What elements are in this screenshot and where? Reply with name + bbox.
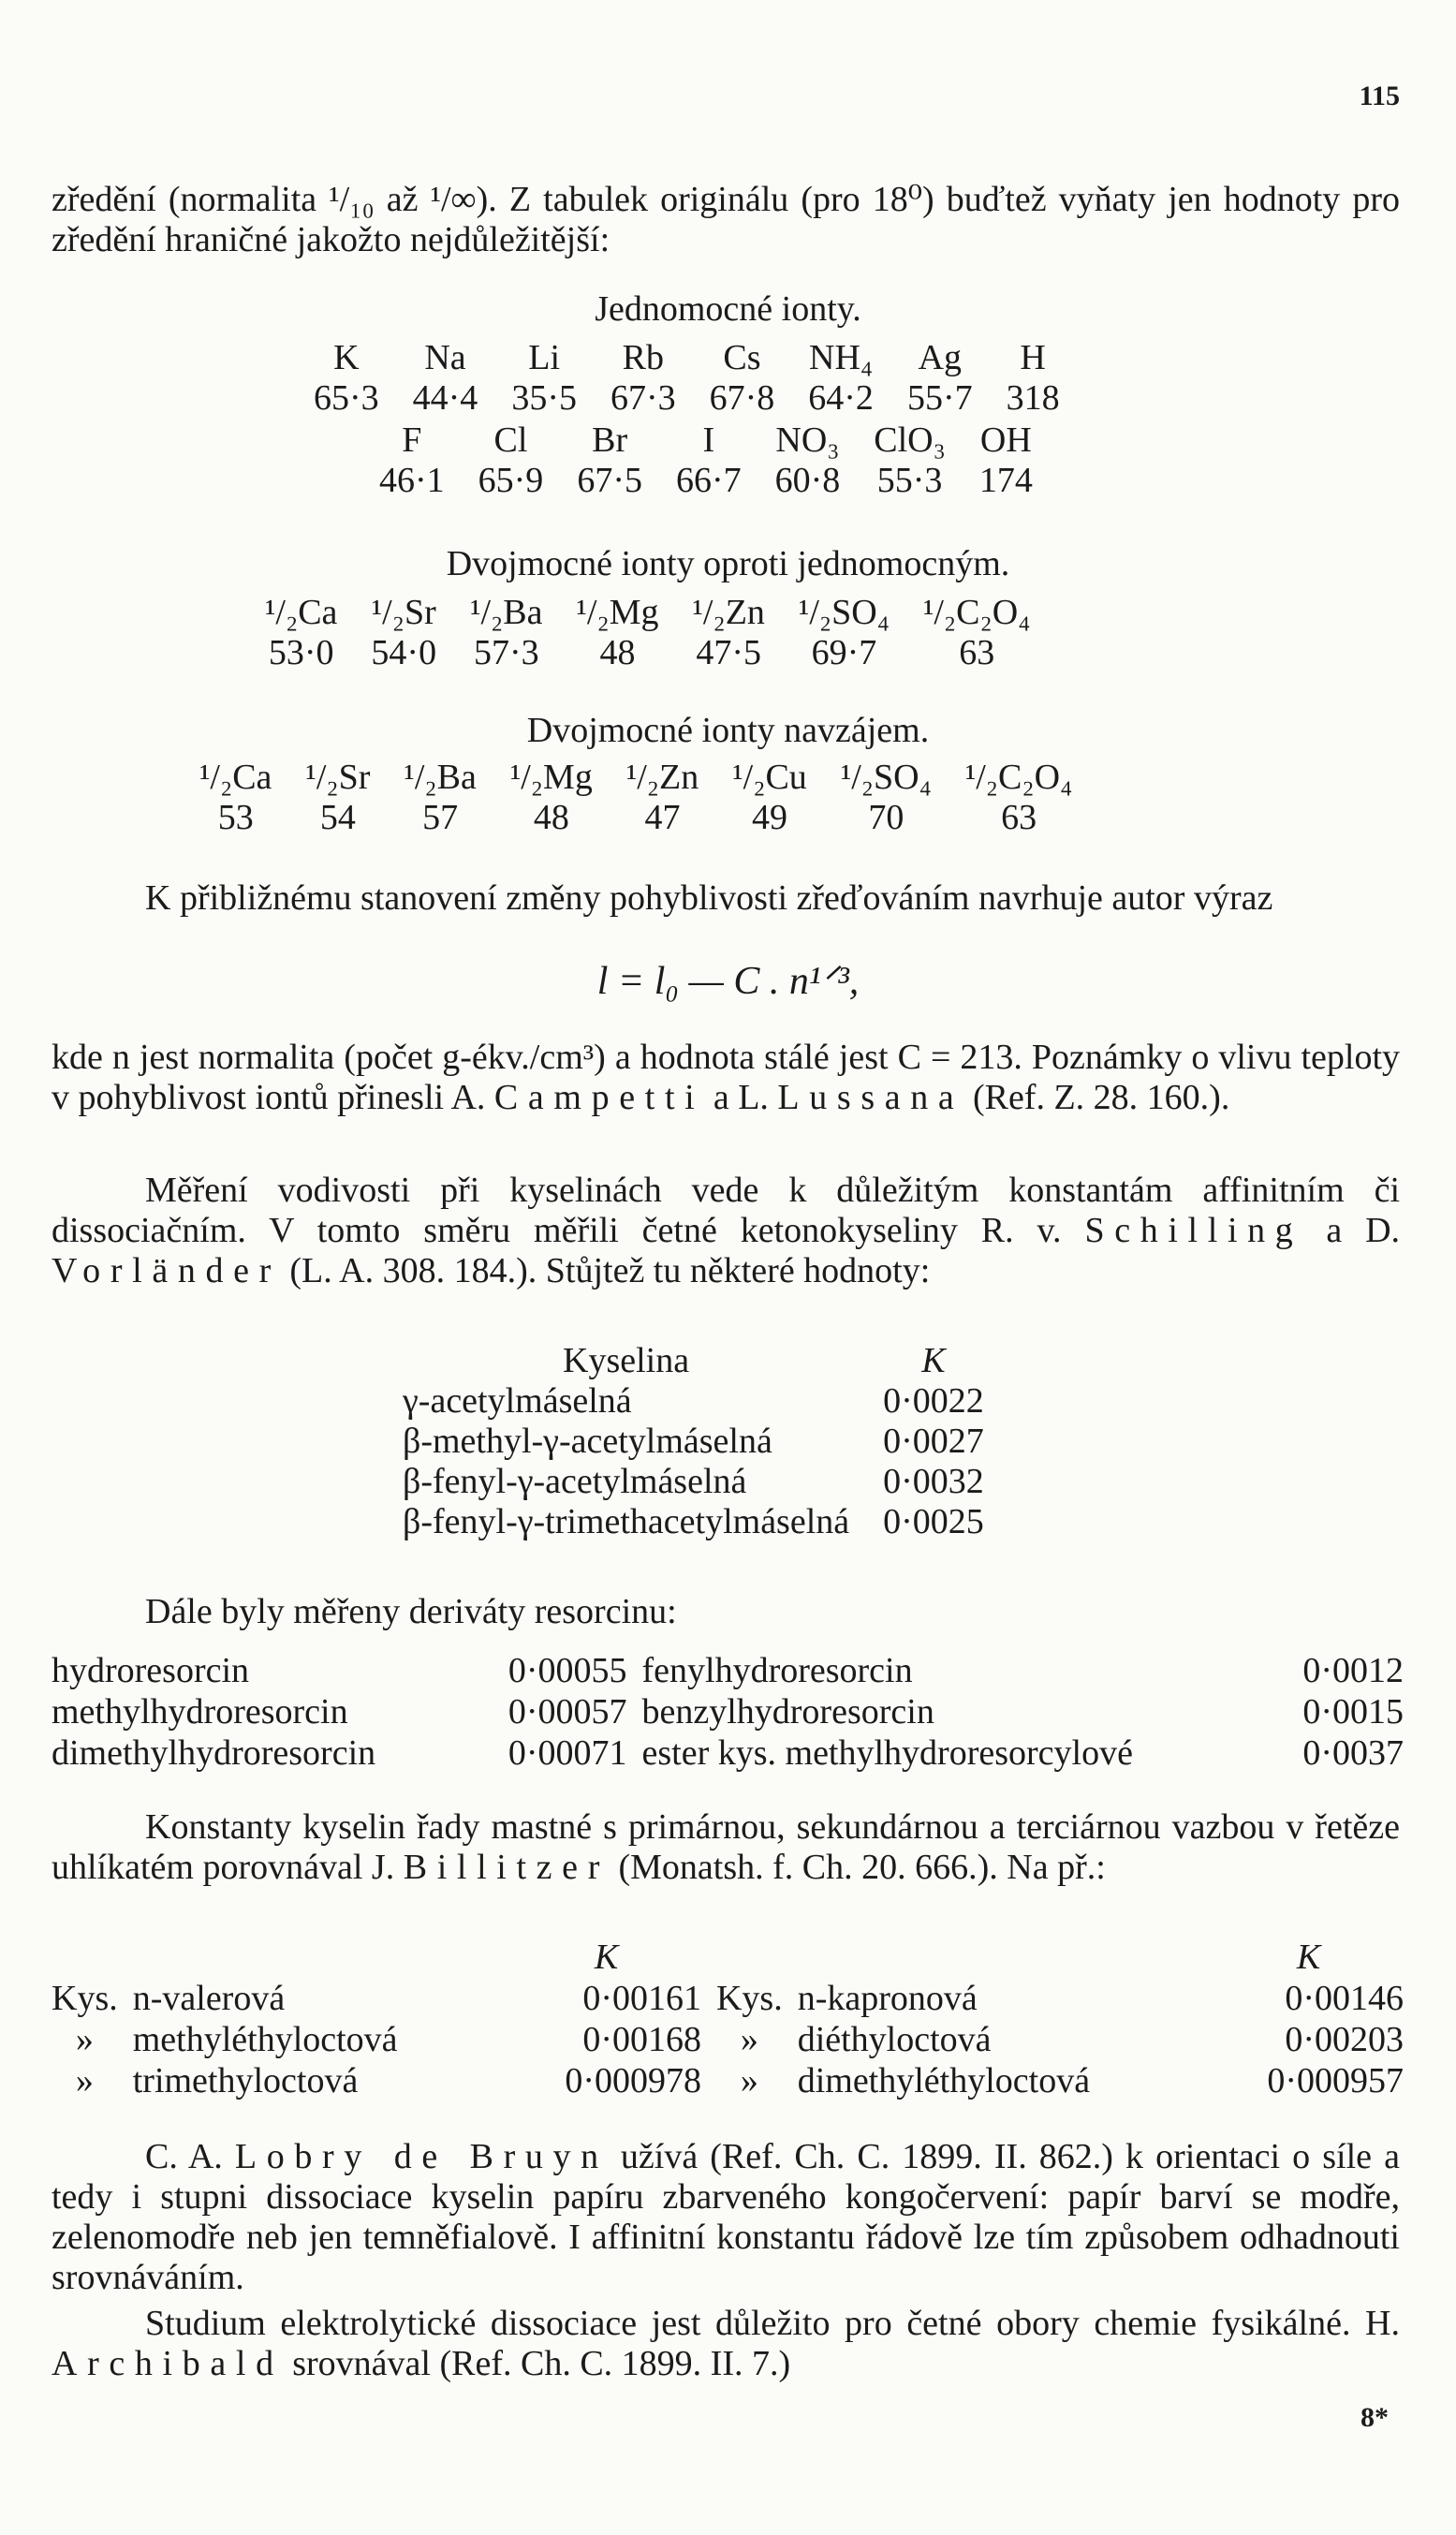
table-row [44, 1650, 1411, 1691]
table-row [44, 1691, 1411, 1732]
after-formula-text-c: (Ref. Z. 28. 160.). [972, 1078, 1230, 1117]
resorcin-name-1: methylhydroresorcin [51, 1692, 348, 1732]
acid-k: 0·0032 [883, 1462, 984, 1501]
ion-cell: ¹/₂SO₄ [798, 593, 890, 632]
fatty-prefix-2: Kys. [715, 1979, 783, 2018]
ion-cell: H [1020, 338, 1046, 377]
value-cell: 65·3 [314, 378, 379, 418]
ion-cell: ¹/₂Ba [470, 593, 543, 632]
formula: l = l₀ — C . n¹ᐟ³, [596, 960, 860, 1003]
acid-k: 0·0025 [883, 1502, 984, 1541]
value-cell: 54·0 [371, 633, 437, 672]
value-cell: 66·7 [675, 461, 742, 500]
author-lussana: Lussana [777, 1078, 964, 1117]
fatty-k-1: 0·000978 [565, 2061, 701, 2100]
lobry-paragraph [51, 2137, 1400, 2298]
ion-cell: Br [592, 420, 628, 460]
value-cell: 174 [978, 461, 1033, 500]
studium-text-b: srovnával (Ref. Ch. C. 1899. II. 7.) [292, 2344, 791, 2383]
value-cell: 69·7 [811, 633, 877, 672]
table-row [44, 2060, 1411, 2101]
fatty-prefix-1: Kys. [51, 1979, 118, 2018]
table-row [44, 1732, 1411, 1774]
divalent-vs-mono-ions [248, 592, 1047, 633]
acid-header-name: Kyselina [563, 1341, 690, 1380]
ion-cell: ¹/₂Cu [732, 758, 807, 797]
ion-cell: I [702, 420, 715, 460]
resorcin-name-2: fenylhydroresorcin [641, 1651, 913, 1690]
monovalent-row2-values [362, 461, 1050, 500]
ion-cell: NH₄ [809, 338, 874, 377]
value-cell: 35·5 [511, 378, 577, 418]
value-cell: 55·3 [876, 461, 943, 500]
lobry-text-a: C. A. [145, 2137, 223, 2176]
value-cell: 47 [644, 798, 681, 837]
konstanty-text-a: Konstanty kyselin řady mastné s primárnou, sekundárnou a terciárnou vazbou v řetěze uhlíkatém porovnával J. [51, 1807, 1400, 1887]
monovalent-row2-ions [362, 420, 1050, 461]
ion-cell: Li [528, 338, 561, 377]
resorcin-k-1: 0·00057 [507, 1692, 627, 1732]
acid-k: 0·0022 [883, 1381, 984, 1421]
author-schilling: Schilling [1084, 1211, 1303, 1250]
monovalent-heading: Jednomocné ionty. [595, 289, 861, 329]
ion-cell: ¹/₂Sr [305, 758, 371, 797]
resorcin-k-2: 0·0012 [1302, 1651, 1404, 1690]
lobry-text-b: užívá (Ref. Ch. C. 1899. II. 862.) k orientaci o síle a tedy i stupni dissociace kyselin papíru zbarveného kongočervení: papír barví se modře, zelenomodře neb jen temněfialově. I affinitní konstantu řádově lze tím způsobem odhadnouti srovnáváním. [51, 2137, 1401, 2297]
ion-cell: Cs [723, 338, 761, 377]
value-cell: 53·0 [268, 633, 334, 672]
value-cell: 67·8 [709, 378, 775, 418]
fatty-k-1: 0·00168 [582, 2020, 701, 2059]
resorcin-k-1: 0·00055 [507, 1651, 627, 1690]
after-formula-text-b: a L. [713, 1078, 769, 1117]
divalent-vs-mono-table [248, 592, 1047, 672]
monovalent-ions-table [297, 337, 1077, 418]
konstanty-paragraph [51, 1807, 1400, 1888]
value-cell: 60·8 [774, 461, 841, 500]
studium-text-a: Studium elektrolytické dissociace jest důležito pro četné obory chemie fysikálné. H. [145, 2304, 1400, 2343]
fatty-name-1: methyléthyloctová [132, 2020, 398, 2059]
acid-name: γ-acetylmáselná [403, 1381, 632, 1421]
value-cell: 63 [1001, 798, 1037, 837]
ion-cell: K [333, 338, 360, 377]
fatty-header-k2: K [1296, 1938, 1321, 1977]
ion-cell: Ag [918, 338, 962, 377]
ion-cell: ¹/₂C₂O₄ [964, 758, 1073, 797]
fatty-name-2: dimethyléthyloctová [797, 2061, 1091, 2100]
measurement-text-a: Měření vodivosti při kyselinách vede k důležitým konstantám affinitním či dissociačním. V tomto směru měřili četné ketonokyseliny R. v. [51, 1171, 1400, 1250]
value-cell: 67·5 [577, 461, 642, 500]
resorcin-name-1: dimethylhydroresorcin [51, 1733, 376, 1773]
table-row [44, 1978, 1411, 2019]
resorcin-k-2: 0·0037 [1302, 1733, 1404, 1773]
fatty-table-header [44, 1937, 1411, 1978]
divalent-mutual-heading: Dvojmocné ionty navzájem. [526, 711, 930, 750]
ion-cell: ¹/₂Zn [625, 758, 699, 797]
acid-name: β-fenyl-γ-acetylmáselná [403, 1462, 747, 1501]
resorcin-table [44, 1650, 1411, 1774]
acid-constants-table [393, 1341, 993, 1542]
author-vorlander: Vorländer [51, 1251, 281, 1290]
ion-cell: ¹/₂Mg [576, 593, 659, 632]
ion-cell: ¹/₂SO₄ [840, 758, 932, 797]
after-formula-paragraph [51, 1038, 1400, 1118]
measurement-text-c: (L. A. 308. 184.). Stůjtež tu některé hodnoty: [289, 1251, 931, 1290]
fatty-name-1: n-valerová [132, 1979, 286, 2018]
divalent-mutual-values [183, 798, 1089, 837]
value-cell: 67·3 [610, 378, 676, 418]
author-lobry: Lobry de Bruyn [234, 2137, 609, 2176]
author-campetti: Campetti [493, 1078, 705, 1117]
value-cell: 46·1 [379, 461, 445, 500]
value-cell: 49 [752, 798, 788, 837]
fatty-k-2: 0·00203 [1285, 2020, 1404, 2059]
table-row [393, 1381, 993, 1422]
acid-header-k: K [921, 1341, 946, 1380]
acid-table-header [393, 1341, 993, 1381]
acid-k: 0·0027 [883, 1422, 984, 1461]
table-row [393, 1422, 993, 1462]
divalent-mutual-table [183, 757, 1089, 837]
intro-paragraph: zředění (normalita ¹/₁₀ až ¹/∞). Z tabulek originálu (pro 18⁰) buďtež vyňaty jen hodnoty pro zředění hraničné jakožto nejdůležitější: [51, 180, 1400, 259]
resorcin-name-1: hydroresorcin [51, 1651, 250, 1690]
value-cell: 57 [422, 798, 459, 837]
ion-cell: ¹/₂C₂O₄ [922, 593, 1031, 632]
fatty-name-2: diéthyloctová [797, 2020, 992, 2059]
divalent-mutual-ions [183, 757, 1089, 798]
resorcin-k-2: 0·0015 [1302, 1692, 1404, 1732]
value-cell: 48 [599, 633, 636, 672]
ion-cell: Rb [622, 338, 664, 377]
measurement-paragraph [51, 1171, 1400, 1291]
ion-cell: ¹/₂Ba [404, 758, 477, 797]
formula-intro-paragraph: K přibližnému stanovení změny pohyblivosti zřeďováním navrhuje autor výraz [145, 878, 1273, 918]
table-row [44, 2019, 1411, 2060]
value-cell: 318 [1006, 378, 1060, 418]
value-cell: 53 [217, 798, 254, 837]
fatty-k-1: 0·00161 [582, 1979, 701, 2018]
fatty-prefix-2: » [740, 2020, 758, 2059]
divalent-vs-mono-values [248, 633, 1047, 672]
value-cell: 65·9 [478, 461, 544, 500]
ion-cell: OH [979, 420, 1032, 460]
fatty-prefix-2: » [740, 2061, 758, 2100]
value-cell: 44·4 [412, 378, 478, 418]
author-archibald: Archibald [51, 2344, 284, 2383]
ion-cell: ¹/₂Sr [371, 593, 436, 632]
value-cell: 57·3 [473, 633, 539, 672]
monovalent-row1-values [297, 378, 1077, 418]
value-cell: 54 [319, 798, 356, 837]
ion-cell: ¹/₂Zn [692, 593, 765, 632]
acid-name: β-fenyl-γ-trimethacetylmáselná [403, 1502, 850, 1541]
monovalent-row1-ions [297, 337, 1077, 378]
table-row [393, 1502, 993, 1542]
after-formula-text-a: kde n jest normalita (počet g-ékv./cm³) a hodnota stálé jest C = 213. Poznámky o vlivu teploty v pohyblivost iontů přinesli A. [51, 1038, 1400, 1117]
ion-cell: F [402, 420, 422, 460]
ion-cell: ClO₃ [874, 420, 946, 460]
resorcin-name-2: benzylhydroresorcin [641, 1692, 934, 1732]
resorcin-k-1: 0·00071 [507, 1733, 627, 1773]
fatty-header-k1: K [594, 1938, 619, 1977]
ion-cell: Na [424, 338, 466, 377]
value-cell: 64·2 [808, 378, 874, 418]
signature-mark: 8* [1360, 2402, 1389, 2433]
fatty-prefix-1: » [75, 2020, 94, 2059]
value-cell: 48 [533, 798, 569, 837]
fatty-prefix-1: » [75, 2061, 94, 2100]
ion-cell: ¹/₂Ca [265, 593, 338, 632]
value-cell: 63 [959, 633, 995, 672]
page-number: 115 [1359, 81, 1400, 111]
author-billitzer: Billitzer [403, 1848, 610, 1887]
value-cell: 70 [868, 798, 904, 837]
resorcin-intro: Dále byly měřeny deriváty resorcinu: [145, 1592, 677, 1631]
acid-name: β-methyl-γ-acetylmáselná [403, 1422, 772, 1461]
table-row [393, 1462, 993, 1502]
konstanty-text-b: (Monatsh. f. Ch. 20. 666.). Na př.: [618, 1848, 1106, 1887]
fatty-name-2: n-kapronová [797, 1979, 978, 2018]
fatty-acid-table [44, 1937, 1411, 2101]
ion-cell: ¹/₂Ca [199, 758, 272, 797]
ion-cell: NO₃ [775, 420, 840, 460]
fatty-name-1: trimethyloctová [132, 2061, 359, 2100]
measurement-text-b: a D. [1326, 1211, 1401, 1250]
ion-cell: ¹/₂Mg [509, 758, 593, 797]
divalent-vs-mono-heading: Dvojmocné ionty oproti jednomocným. [446, 544, 1010, 583]
value-cell: 55·7 [906, 378, 973, 418]
ion-cell: Cl [493, 420, 528, 460]
monovalent-anions-table [362, 420, 1050, 500]
studium-paragraph [51, 2304, 1400, 2384]
value-cell: 47·5 [696, 633, 762, 672]
resorcin-name-2: ester kys. methylhydroresorcylové [641, 1733, 1133, 1773]
fatty-k-2: 0·00146 [1285, 1979, 1404, 2018]
fatty-k-2: 0·000957 [1267, 2061, 1404, 2100]
